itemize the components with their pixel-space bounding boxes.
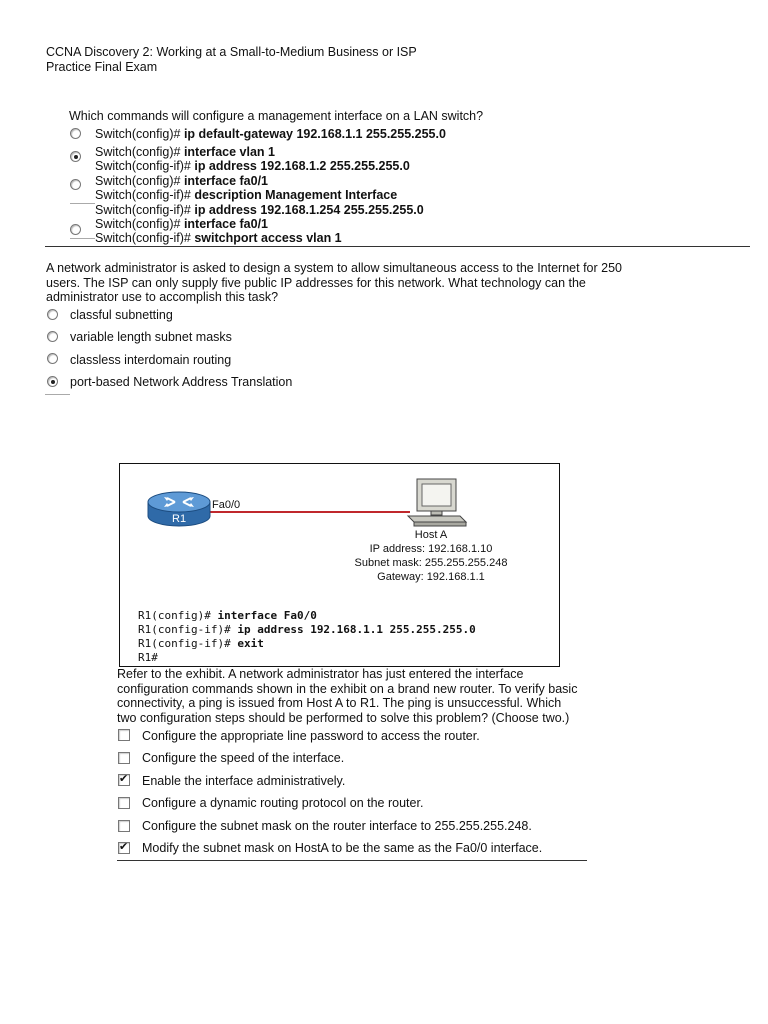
cli-line: R1#	[138, 651, 158, 664]
host-mask: Subnet mask: 255.255.255.248	[354, 557, 508, 569]
q2-option-3-label: classless interdomain routing	[70, 353, 232, 367]
q3-option-2-label: Configure the speed of the interface.	[142, 751, 345, 765]
q2-option-2-label: variable length subnet masks	[70, 330, 232, 344]
q1-option-2-line-2: Switch(config-if)# ip address 192.168.1.2 255.255.255.0	[95, 159, 410, 173]
q3-option-1-checkbox[interactable]	[118, 729, 130, 741]
q1-question: Which commands will configure a management interface on a LAN switch?	[69, 109, 484, 123]
network-exhibit	[119, 463, 560, 667]
host-gateway: Gateway: 192.168.1.1	[377, 571, 485, 583]
q1-option-1-radio[interactable]	[70, 128, 81, 139]
q3-option-3-label: Enable the interface administratively.	[142, 774, 346, 788]
q2-option-1-label: classful subnetting	[70, 308, 173, 322]
cli-output	[138, 609, 476, 665]
q2-question-line: administrator use to accomplish this task?	[46, 290, 279, 304]
q3-option-2-checkbox[interactable]	[118, 752, 130, 764]
q1-option-3-line-3: Switch(config-if)# ip address 192.168.1.254 255.255.255.0	[95, 203, 424, 217]
q2-option-4-label: port-based Network Address Translation	[70, 375, 293, 389]
q2-question	[46, 261, 622, 305]
q3-question-line: Refer to the exhibit. A network administrator has just entered the interface	[117, 667, 524, 681]
q1-option-3-radio[interactable]	[70, 179, 81, 190]
host-name: Host A	[414, 529, 448, 541]
q1-option-1-line-1: Switch(config)# ip default-gateway 192.168.1.1 255.255.255.0	[95, 127, 446, 141]
q3-option-1-label: Configure the appropriate line password to access the router.	[142, 729, 480, 743]
q2-option-1-radio[interactable]	[47, 309, 58, 320]
question-divider	[45, 246, 750, 247]
router-label: R1	[172, 513, 187, 525]
q2-option-2-radio[interactable]	[47, 331, 58, 342]
q3-option-5-checkbox[interactable]	[118, 820, 130, 832]
q1-option-2-radio[interactable]	[70, 151, 81, 162]
q1-option-2-line-1: Switch(config)# interface vlan 1	[95, 145, 275, 159]
q3-option-5-label: Configure the subnet mask on the router interface to 255.255.255.248.	[142, 819, 532, 833]
q1-option-4-line-2: Switch(config-if)# switchport access vlan 1	[95, 231, 342, 245]
q3-question-line: configuration commands shown in the exhibit on a brand new router. To verify basic	[117, 681, 578, 696]
q3-option-4-checkbox[interactable]	[118, 797, 130, 809]
cli-line: R1(config-if)# ip address 192.168.1.1 255.255.255.0	[138, 623, 476, 636]
q1-option-3-line-2: Switch(config-if)# description Management Interface	[95, 188, 398, 202]
host-ip: IP address: 192.168.1.10	[369, 543, 493, 555]
cli-line: R1(config-if)# exit	[138, 637, 264, 650]
q3-question-line: connectivity, a ping is issued from Host A to R1. The ping is unsuccessful. Which	[117, 696, 562, 710]
q2-question-line: A network administrator is asked to design a system to allow simultaneous access to the Internet for 250	[46, 261, 622, 275]
q3-question	[117, 667, 577, 725]
q1-option-4-radio[interactable]	[70, 224, 81, 235]
q3-question-line: two configuration steps should be performed to solve this problem? (Choose two.)	[117, 710, 570, 725]
host-info	[342, 528, 520, 584]
q2-question-line: users. The ISP can only supply five public IP addresses for this network. What technology can the	[46, 275, 586, 290]
q2-option-3-radio[interactable]	[47, 353, 58, 364]
cli-line: R1(config)# interface Fa0/0	[138, 609, 317, 622]
document-subtitle: Practice Final Exam	[46, 60, 158, 74]
interface-label: Fa0/0	[212, 499, 241, 511]
divider	[70, 238, 95, 239]
q3-option-6-label: Modify the subnet mask on HostA to be the same as the Fa0/0 interface.	[142, 841, 543, 855]
q2-option-4-radio[interactable]	[47, 376, 58, 387]
q1-option-4-line-1: Switch(config)# interface fa0/1	[95, 217, 269, 231]
q1-option-3-line-1: Switch(config)# interface fa0/1	[95, 174, 269, 188]
divider	[45, 394, 70, 395]
document-title: CCNA Discovery 2: Working at a Small-to-Medium Business or ISP	[46, 45, 417, 59]
computer-icon	[408, 479, 466, 526]
q3-option-6-checkbox[interactable]	[118, 842, 130, 854]
question-divider	[117, 860, 587, 861]
q3-option-3-checkbox[interactable]	[118, 774, 130, 786]
divider	[70, 203, 95, 204]
q3-option-4-label: Configure a dynamic routing protocol on the router.	[142, 796, 424, 810]
